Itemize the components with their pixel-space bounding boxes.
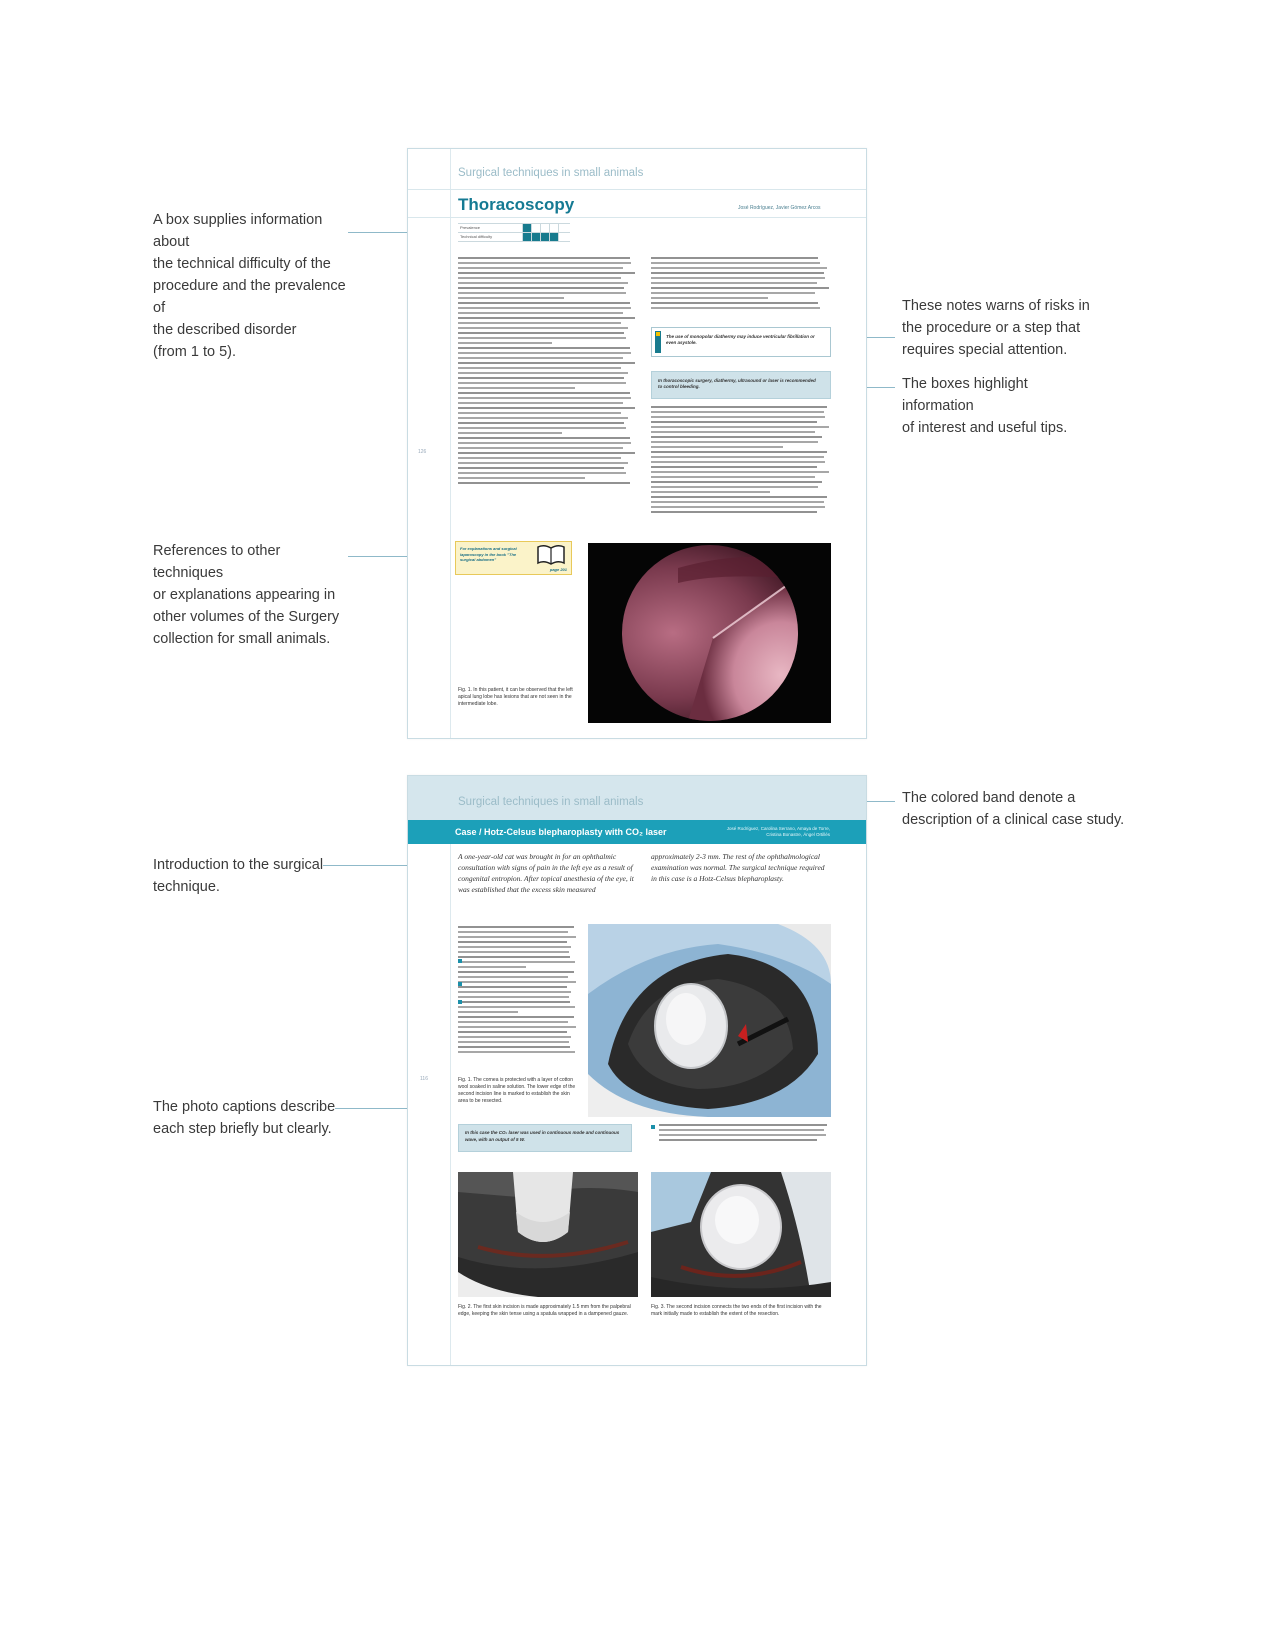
difficulty-prevalence-box [458, 223, 570, 242]
body-text-line [458, 936, 576, 938]
body-text-line [458, 477, 585, 479]
case-authors [727, 826, 830, 838]
body-text-line [458, 482, 630, 484]
prevalence-row [458, 224, 570, 233]
body-text-line [458, 397, 631, 399]
body-text-line [458, 382, 626, 384]
difficulty-label: Technical difficulty [460, 234, 493, 239]
page-margin-rule [450, 149, 451, 738]
list-bullet [458, 959, 462, 963]
difficulty-row [458, 233, 570, 242]
body-text-line [458, 946, 571, 948]
body-text-line [458, 402, 623, 404]
body-text-line [458, 352, 631, 354]
body-text-line [651, 476, 815, 478]
body-text-line [651, 466, 817, 468]
body-text-line [651, 506, 825, 508]
body-text-line [458, 462, 628, 464]
body-text-line [458, 332, 624, 334]
body-text-line [651, 302, 818, 304]
body-text-line [651, 411, 824, 413]
callout-notes: These notes warns of risks in the procedure or a step that requires special attention. [902, 298, 1090, 358]
body-text-line [458, 407, 635, 409]
cross-reference-text: For explanations and surgical laparoscopy in the book "The surgical abdomen" [460, 546, 517, 562]
tip-box [651, 371, 831, 399]
body-text-line [458, 467, 624, 469]
chapter-authors: José Rodríguez, Javier Gómez Arcos [738, 205, 821, 211]
body-text-line [458, 357, 623, 359]
body-text-line [458, 1021, 568, 1023]
cross-reference-box [455, 541, 572, 575]
body-text-line [651, 267, 827, 269]
prevalence-label: Prevalence [460, 225, 481, 230]
body-text-line [651, 436, 822, 438]
body-text-line [659, 1124, 827, 1126]
warning-note-box [651, 327, 831, 357]
body-text-line [458, 347, 630, 349]
body-text-line [458, 956, 570, 958]
body-text-line [651, 446, 783, 448]
callout-references: References to other techniques or explanations appearing in other volumes of the Surgery collection for small animals. [153, 543, 340, 647]
body-text-line [458, 981, 576, 983]
body-text-line [458, 337, 626, 339]
body-text-line [651, 257, 818, 259]
body-text-line [458, 951, 569, 953]
chapter-title: Thoracoscopy [458, 195, 575, 214]
body-text-line [458, 1016, 574, 1018]
header-rule [408, 189, 866, 190]
callout-introduction: Introduction to the surgical technique. [153, 857, 324, 895]
case-body-text [458, 926, 576, 1056]
body-text-line [458, 257, 630, 259]
body-text-line [458, 966, 526, 968]
body-text-line [458, 317, 635, 319]
case-introduction-left: A one-year-old cat was brought in for an ophthalmic consultation with signs of pain in the left eye as a result of congenital entropion. After topical anesthesia of the eye, it was established that the excess skin measured [458, 852, 634, 894]
body-text-line [458, 302, 630, 304]
body-text-line [458, 1046, 570, 1048]
body-text-line [458, 432, 562, 434]
body-text-line [458, 367, 621, 369]
body-text-line [458, 941, 567, 943]
tip-text: In thoracoscopic surgery, diathermy, ultrasound or laser is recommended to control bleeding. [658, 378, 816, 389]
body-text-line [458, 342, 552, 344]
list-bullet [458, 982, 462, 986]
callout-difficulty-box: A box supplies information about the technical difficulty of the procedure and the prevalence of the described disorder (from 1 to 5). [153, 212, 346, 360]
body-text-line [651, 297, 768, 299]
body-text-line [659, 1139, 817, 1141]
body-text-line [458, 442, 631, 444]
body-text-line [458, 971, 574, 973]
eye-surgery-photo-3 [651, 1172, 831, 1297]
cross-reference-page: page 201 [549, 567, 567, 572]
body-text-line [458, 297, 564, 299]
body-text-line [458, 262, 631, 264]
figure-3-caption: Fig. 3. The second incision connects the two ends of the first incision with the mark initially made to establish the extent of the resection. [651, 1304, 822, 1317]
case-authors-line-2: Cristina Bonastre, Ángel Ortillés [766, 832, 830, 837]
body-text-line [458, 437, 630, 439]
sample-page-thoracoscopy [407, 148, 867, 739]
body-text-line [458, 1026, 576, 1028]
body-text-line [458, 926, 574, 928]
body-text-line [458, 312, 623, 314]
body-text-line [458, 447, 623, 449]
body-text-line [458, 996, 569, 998]
body-text-line [651, 451, 827, 453]
body-text-line [651, 431, 815, 433]
body-text-line [458, 1036, 571, 1038]
title-rule [408, 217, 866, 218]
body-text-line [458, 412, 621, 414]
body-text-line [458, 372, 628, 374]
body-text-line [651, 441, 818, 443]
body-text-line [651, 277, 825, 279]
body-text-line [458, 417, 628, 419]
case-authors-line-1: José Rodríguez, Carolina Serrano, Amaya de Torre, [726, 826, 830, 831]
body-text-left-column [458, 257, 635, 487]
callout-photo-captions: The photo captions describe each step briefly but clearly. [153, 1099, 336, 1137]
body-text-line [458, 327, 628, 329]
figure-1-caption: Fig. 1. The cornea is protected with a layer of cotton wool soaked in saline solution. The lower edge of the second incision line is marked to establish the skin area to be resected. [458, 1077, 576, 1104]
body-text-line [458, 307, 631, 309]
body-text-line [651, 287, 829, 289]
body-text-line [651, 511, 817, 513]
thoracoscopy-endoscopic-photo [588, 543, 831, 723]
body-text-line [458, 931, 568, 933]
figure-2-caption: Fig. 2. The first skin incision is made approximately 1.5 mm from the palpebral edge, keeping the skin tense using a spatula wrapped in a dampened gauze. [458, 1304, 631, 1317]
body-text-line [651, 292, 815, 294]
body-text-line [651, 307, 820, 309]
body-text-line [458, 991, 571, 993]
body-text-line [651, 491, 770, 493]
eye-surgery-photo-2 [458, 1172, 638, 1297]
body-text-line [458, 292, 626, 294]
callout-boxes: The boxes highlight information of interest and useful tips. [902, 376, 1068, 436]
body-text-line [458, 272, 635, 274]
body-text-line [651, 496, 827, 498]
body-text-line [651, 481, 822, 483]
body-text-line [458, 387, 575, 389]
running-head: Surgical techniques in small animals [458, 796, 644, 808]
body-text-line [458, 1041, 569, 1043]
body-text-line [458, 452, 635, 454]
list-bullet [458, 1000, 462, 1004]
body-text-line [651, 272, 824, 274]
body-text-line [458, 392, 630, 394]
body-text-line [651, 471, 829, 473]
tip-box [458, 1124, 632, 1152]
body-text-line [458, 287, 624, 289]
warning-note-text: The use of monopolar diathermy may induce ventricular fibrillation or even asystole. [666, 334, 815, 345]
sample-page-case-study [407, 775, 867, 1366]
body-text-line [651, 282, 817, 284]
case-colored-band [408, 820, 866, 844]
body-text-line [458, 377, 624, 379]
page-number: 116 [420, 1076, 428, 1082]
book-icon [536, 544, 566, 566]
body-text-line [458, 282, 628, 284]
body-text-line [651, 262, 820, 264]
body-text-line [458, 1051, 575, 1053]
body-text-line [651, 416, 825, 418]
page-number: 126 [418, 449, 427, 455]
body-text-line [659, 1134, 826, 1136]
body-text-line [458, 961, 575, 963]
tip-text: In this case the CO₂ laser was used in continuous mode and continuous wave, with an output of 5 W. [465, 1130, 620, 1142]
page-margin-rule [450, 844, 451, 1365]
callout-colored-band: The colored band denote a description of a clinical case study. [902, 790, 1125, 828]
body-text-line [458, 1006, 575, 1008]
body-text-line [458, 976, 568, 978]
body-text-line [458, 1001, 570, 1003]
body-text-line [458, 472, 626, 474]
body-text-line [458, 322, 621, 324]
body-text-line [458, 277, 621, 279]
body-text-line [651, 456, 824, 458]
body-text-line [651, 461, 825, 463]
body-text-line [651, 421, 817, 423]
body-text-line [651, 406, 827, 408]
body-text-right-column [651, 257, 829, 312]
eye-surgery-photo-1 [588, 924, 831, 1117]
body-text-line [458, 1011, 518, 1013]
body-text-line [458, 986, 567, 988]
case-body-text-right [659, 1124, 829, 1144]
figure-1-caption: Fig. 1. In this patient, it can be observed that the left apical lung lobe has lesions that are not seen in the intermediate lobe. [458, 687, 573, 707]
body-text-line [651, 501, 824, 503]
body-text-line [458, 267, 623, 269]
body-text-line [651, 486, 818, 488]
body-text-line [659, 1129, 824, 1131]
body-text-line [458, 362, 635, 364]
case-title: Case / Hotz-Celsus blepharoplasty with CO₂ laser [455, 827, 667, 837]
body-text-line [458, 427, 626, 429]
body-text-line [651, 426, 829, 428]
body-text-line [458, 1031, 567, 1033]
body-text-right-column-lower [651, 406, 829, 516]
list-bullet [651, 1125, 655, 1129]
running-head: Surgical techniques in small animals [458, 167, 644, 179]
body-text-line [458, 422, 624, 424]
body-text-line [458, 457, 621, 459]
case-introduction-right: approximately 2-3 mm. The rest of the ophthalmological examination was normal. The surgical technique required in this case is a Hotz-Celsus blepharoplasty. [651, 852, 825, 883]
